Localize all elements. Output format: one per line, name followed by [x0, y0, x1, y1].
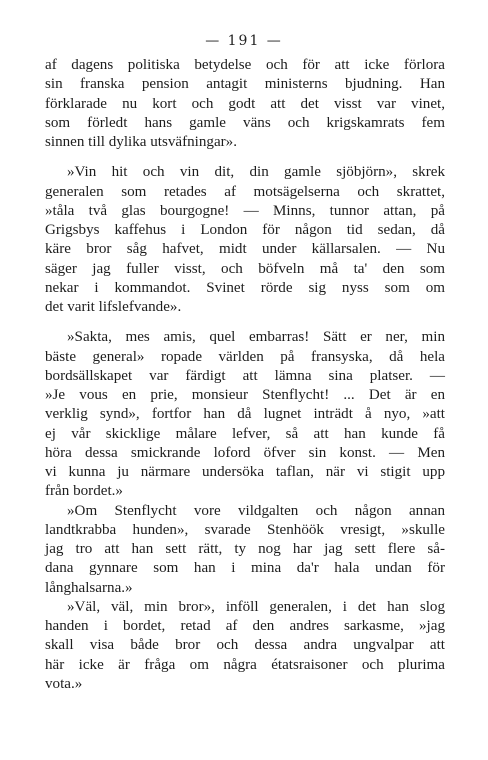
- paragraph: [45, 502, 445, 598]
- text-line: jag tro att han sett rätt, ty nog har jag sett flere så-: [45, 541, 445, 557]
- text-line: af dagens politiska betydelse och för att icke förlora: [45, 57, 445, 73]
- text-line: bäste general» ropade världen på fransyska, då hela: [45, 348, 445, 365]
- text-line: »Je vous en prie, monsieur Stenflycht! ... Det är en: [45, 387, 445, 403]
- text-line: vota.»: [45, 675, 83, 692]
- text-line: vi kunna ju närmare undersöka taflan, när vi stigit upp: [45, 464, 445, 480]
- paragraph: [45, 328, 445, 501]
- text-line: verklig synd», fortfor han då lugnet inträdt å nyo, »att: [45, 406, 445, 423]
- text-line: Grigsbys kaffehus i London för någon tid sedan, då: [45, 222, 445, 238]
- body-text: [45, 56, 445, 694]
- text-line: sin franska pension antagit ministerns bjudning. Han: [45, 76, 445, 93]
- text-line: det varit lifslefvande».: [45, 299, 182, 315]
- text-line: bordsällskapet var färdigt att lämna sina platser. —: [45, 367, 445, 384]
- text-line: skall visa både bror och dessa andra ungvalpar att: [45, 637, 445, 654]
- paragraph: [45, 56, 445, 152]
- text-line: från bordet.»: [45, 483, 123, 500]
- text-line: här icke är fråga om några étatsraisoner och plurima: [45, 656, 445, 673]
- page-number: — 191 —: [205, 33, 283, 49]
- text-line: handen i bordet, retad af den andres sarkasme, »jag: [45, 618, 445, 634]
- text-line: »Väl, väl, min bror», inföll generalen, i det han slog: [67, 598, 445, 615]
- text-line: sinnen till dylika utsväfningar».: [45, 134, 237, 150]
- text-line: som förledt hans gamle väns och krigskamrats fem: [45, 114, 445, 131]
- text-line: käre bror såg hafvet, midt under källarsalen. — Nu: [45, 241, 445, 258]
- text-line: höra dessa smickrande loford öfver sin konst. — Men: [45, 444, 445, 461]
- text-line: långhalsarna.»: [45, 579, 133, 596]
- paragraph: [45, 598, 445, 694]
- text-line: nekar i kommandot. Svinet rörde sig nyss som om: [45, 279, 445, 296]
- text-line: »tåla två glas bourgogne! — Minns, tunnor attan, på: [45, 202, 445, 219]
- text-line: dana gynnare som han i mina da'r hala undan för: [45, 560, 445, 577]
- text-line: »Vin hit och vin dit, din gamle sjöbjörn», skrek: [67, 164, 445, 181]
- text-line: säger jag fuller visst, och böfveln må ta' den som: [45, 260, 445, 277]
- text-line: generalen som retades af motsägelserna och skrattet,: [45, 183, 445, 200]
- text-line: ej vår skicklige målare lefver, så att han kunde få: [45, 425, 445, 442]
- text-line: »Sakta, mes amis, quel embarras! Sätt er ner, min: [67, 329, 445, 346]
- text-line: förklarade nu kort och godt att det visst var vinet,: [45, 95, 445, 112]
- text-line: »Om Stenflycht vore vildgalten och någon annan: [67, 502, 445, 519]
- paragraph: [45, 163, 445, 317]
- text-line: landtkrabba hunden», svarade Stenhöök vresigt, »skulle: [45, 521, 445, 538]
